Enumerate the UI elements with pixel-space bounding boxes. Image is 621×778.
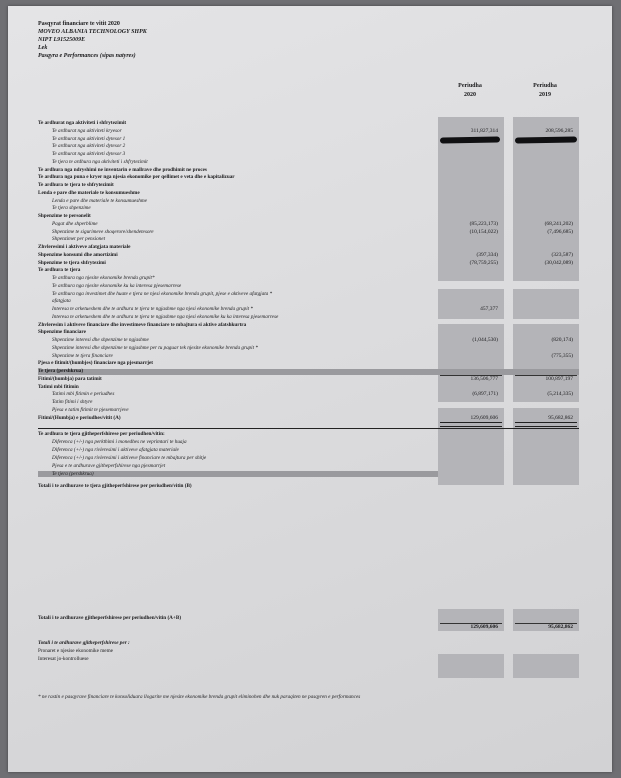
row-label: Pjesa e tatim fitimit te pjesemarrjeve xyxy=(52,406,129,413)
value-2020: (85,223,173) xyxy=(469,220,498,227)
footnote: * ne rastin e pasqyrave financiare te konsoliduara llogarite me njesite ekonomike brenda grupit eliminohen dhe nuk paraqiten ne pasqyren e performances xyxy=(38,694,361,700)
value-2019: 208,596,285 xyxy=(545,127,573,134)
total-2020-value: 129,609,606 xyxy=(470,624,498,630)
value-2019: (820,174) xyxy=(551,337,573,343)
row-label: Tatimi mbi fitimin xyxy=(38,383,79,390)
document-page xyxy=(8,6,612,772)
row-label: Te ardhurat nga aktiviteti kryesor xyxy=(52,127,122,134)
col-2019-label: Periudha xyxy=(533,83,557,89)
report-title: Pasqyra e Performances (sipas natyres) xyxy=(38,53,136,59)
value-2019: (30,042,089) xyxy=(544,259,573,266)
row-label: Interesa te arketueshem dhe te ardhura te tjera te ngjashme nga njesi ekonomike ku ka interesa pjesemarrese xyxy=(52,313,279,320)
oci-row-label: Pjesa e te ardhurave gjitheperfshirese nga pjesmarrjet xyxy=(52,462,166,469)
section-divider xyxy=(38,428,579,429)
row-label: Fitimi/(Humbja) e periudhes/vitit (A) xyxy=(38,414,121,421)
row-label: Te ardhura te tjera xyxy=(38,267,81,274)
oci-row-label: Diferenca (+/-) nga perkthimi i monedhes ne veprimtari te huaja xyxy=(52,438,187,445)
value-2020: 311,827,314 xyxy=(470,127,498,134)
nipt: NIPT L91525009E xyxy=(38,37,86,43)
col-2020-label: Periudha xyxy=(458,83,482,89)
row-label: Interesa te arketueshem dhe te ardhura te tjera te ngjashme nga njesi ekonomike brenda grupit * xyxy=(52,306,253,312)
value-2020: 136,506,777 xyxy=(470,375,498,382)
company-name: MOVEO ALBANIA TECHNOLOGY SHPK xyxy=(38,29,147,35)
row-label: Pjesa e fitimit/(humbjes) financiare nga pjesmarrjet xyxy=(38,360,154,367)
row-highlight xyxy=(38,369,579,375)
attrib-2020-band xyxy=(438,654,504,678)
row-label: Lenda e pare dhe materiale te konsumueshme xyxy=(38,189,140,196)
row-label: Te ardhurat nga aktiviteti dytesor 1 xyxy=(52,135,126,142)
band-2019-3 xyxy=(513,289,579,319)
row-label: afatgjata xyxy=(52,298,71,305)
value-2020: (78,759,255) xyxy=(469,259,498,266)
attrib-owners: Pronaret e njesise ekonomike meme xyxy=(38,648,113,654)
col-2019-year: 2019 xyxy=(539,92,551,98)
row-label: Pagat dhe shperblime xyxy=(52,220,98,227)
row-label: Te tjera (pershkrua) xyxy=(38,368,84,374)
row-label: Fitimi/(humbja) para tatimit xyxy=(38,375,102,382)
oci-band-2019 xyxy=(513,439,579,485)
oci-band-2020 xyxy=(438,439,504,485)
row-label: Te ardhurat nga aktiviteti i shfrytezimit xyxy=(38,120,127,126)
value-2020: (1,044,530) xyxy=(472,337,498,343)
doc-header-line1: Pasqyrat financiare te vitit 2020 xyxy=(38,21,120,27)
oci-row-label: Te ardhura te tjera gjitheperfshirese per periudhen/vitin: xyxy=(38,430,165,437)
total-2019-rule xyxy=(515,623,577,624)
attrib-minority: Interesat jo-kontrolluese xyxy=(38,656,89,662)
value-2019: 95,682,862 xyxy=(548,414,573,421)
row-label: Shpenzime te personelit xyxy=(38,213,91,219)
double-rule-2020 xyxy=(440,422,502,427)
double-rule-2019 xyxy=(515,422,577,427)
row-label: Te ardhura nga ndryshimi ne inventarin e mallrave dhe prodhimit ne proces xyxy=(38,166,207,173)
value-2019: 100,897,197 xyxy=(545,375,573,382)
row-label: Te ardhura te tjera te shfrytezimit xyxy=(38,182,114,188)
value-2019: (775,355) xyxy=(551,352,573,359)
row-label: Shpenzime te tjera financiare xyxy=(52,352,113,359)
band-2020-3 xyxy=(438,289,504,319)
value-2020: 129,609,606 xyxy=(470,414,498,421)
row-label: Lenda e pare dhe materiale te konsumueshme xyxy=(52,197,147,204)
row-label: Shpenzime interesi dhe shpenzime te ngjashme xyxy=(52,337,149,343)
value-2019: (323,587) xyxy=(551,251,573,258)
row-label: Shpenzime interesi dhe shpenzime te ngjashme per tu paguar tek njesite ekonomike brenda grupit * xyxy=(52,344,258,351)
currency: Lek xyxy=(38,45,48,51)
attrib-2019-band xyxy=(513,654,579,678)
row-label: Tatim fitimi i shtyre xyxy=(52,399,93,405)
row-label: Zhvleresim i aktiveve financiare dhe investimeve financiare te mbajtura si aktive afatshkurtra xyxy=(38,321,247,328)
oci-row-label: Te tjera (pershkrua) xyxy=(52,470,94,477)
row-label: Te ardhurat nga aktiviteti dytesor 2 xyxy=(52,143,126,150)
row-label: Te ardhura nga investimet dhe huate e tjera ne njesi ekonomike brenda grupit, pjese e aktiveve afatgjata * xyxy=(52,290,273,297)
value-2020: (10,154,022) xyxy=(469,228,498,235)
value-2019: (5,214,335) xyxy=(547,391,573,398)
oci-row-label: Totali i te ardhurave te tjera gjitheperfshirese per periudhen/vitin (B) xyxy=(38,482,192,489)
row-label: Shpenzime te tjera shfrytezimi xyxy=(38,259,106,266)
row-label: Te ardhura nga njesite ekonomike brenda grupit* xyxy=(52,275,155,281)
attrib-title: Totali i te ardhurave gjitheperfshirese per : xyxy=(38,640,130,646)
oci-highlight xyxy=(38,471,438,477)
row-label: Shpenzimet per pensionet xyxy=(52,236,106,243)
total-comprehensive-label: Totali i te ardhurave gjitheperfshirese per periudhen/vitin (A+B) xyxy=(38,615,182,621)
oci-row-label: Diferenca (+/-) nga rivleresimi i aktiveve financiare te mbajtura per shitje xyxy=(52,454,207,461)
rule-2020-pretax xyxy=(440,375,502,376)
value-2020: (6,897,171) xyxy=(472,391,498,398)
value-2019: (68,241,202) xyxy=(544,220,573,227)
row-label: Te ardhurat nga aktiviteti dytesor 3 xyxy=(52,151,126,157)
row-label: Te tjera shpenzime xyxy=(52,205,91,212)
row-label: Shpenzime konsumi dhe amortizimi xyxy=(38,251,118,258)
total-2019-value: 95,682,862 xyxy=(548,624,573,630)
row-label: Te tjera te ardhura nga aktiviteti i shfrytezimit xyxy=(52,158,148,165)
redaction-2019 xyxy=(515,136,577,143)
value-2020: (397,334) xyxy=(476,251,498,258)
row-label: Te ardhura nga njesite ekonomike ku ka interesa pjesemarrese xyxy=(52,282,182,289)
value-2020: 457,377 xyxy=(480,306,498,312)
row-label: Zhvleresimi i aktiveve afatgjata materiale xyxy=(38,244,131,250)
row-label: Tatimi mbi fitimin e periudhes xyxy=(52,391,115,398)
col-2020-year: 2020 xyxy=(464,92,476,98)
row-label: Te ardhura nga puna e kryer nga njesia ekonomike per qellimet e veta dhe e kapitalizuar xyxy=(38,174,235,181)
redaction-2020 xyxy=(440,136,500,143)
oci-row-label: Diferenca (+/-) nga rivleresimi i aktiveve afatgjata materiale xyxy=(52,446,179,453)
value-2019: (7,496,685) xyxy=(547,228,573,235)
row-label: Shpenzime financiare xyxy=(38,329,86,336)
rule-2019-pretax xyxy=(515,375,577,376)
total-2020-rule xyxy=(440,623,502,624)
row-label: Shpenzime te sigurimeve shoqerore/shendetesore xyxy=(52,228,154,235)
